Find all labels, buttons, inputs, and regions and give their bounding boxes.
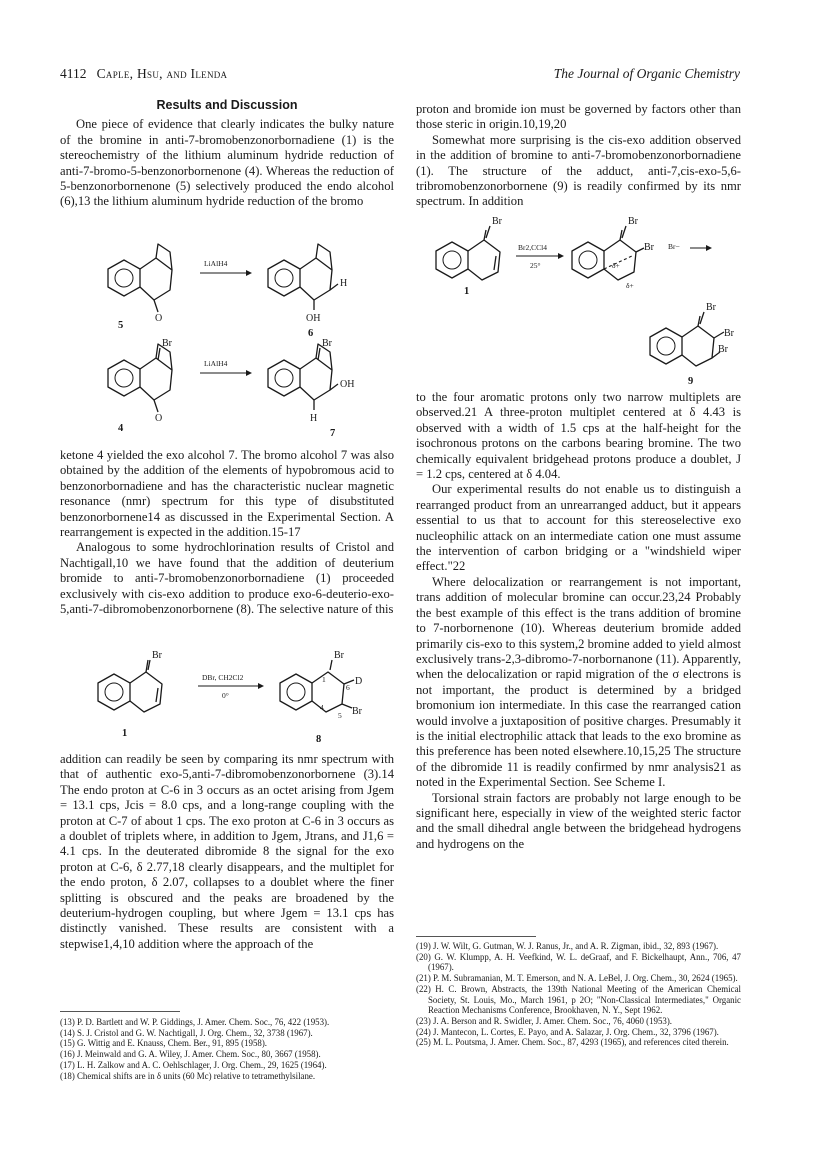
paragraph: Our experimental results do not enable us to distinguish a rearranged product from an unrearranged adduct, but it appears essential to us that to account for this stereoselective exo nucleophilic attack on an intermediate cation one must assume the intervention of carbon bridging or a "windshield wiper effect."22 [416,482,741,574]
reference: (14) S. J. Cristol and G. W. Nachtigall, J. Org. Chem., 32, 3738 (1967). [60,1027,313,1038]
bromide-ion-label: Br− [668,242,680,251]
page-number: 4112 [60,66,87,81]
temperature-label: 25° [530,261,541,270]
footnote-rule [60,1011,180,1012]
compound-label: 1 [464,286,470,297]
bridged-cation-intermediate [572,216,712,290]
paragraph: Somewhat more surprising is the cis-exo addition observed in the addition of bromine to anti-7-bromobenzonorbornadiene (1). The structure of the adduct, anti-7,cis-exo-5,6-tribromobenzonorbornene (9) is readily confirmed by its nmr spectrum. In addition [416,132,741,209]
hydroxyl-label: OH [340,379,355,390]
structure-compound-8 [280,650,363,745]
structure-compound-4 [108,338,173,434]
paragraph: Analogous to some hydrochlorination results of Cristol and Nachtigall,10 we have found that the addition of deuterium bromide to anti-7-bromobenzonorbornadiene (1) proceeded exclusively with cis-exo addition to produce exo-6-deuterio-exo-5,anti-7-dibromobenzonorbornene (8). The selective nature of this [60,540,394,617]
bromine-label: Br [628,216,638,227]
footnote-rule [416,936,536,937]
journal-name: The Journal of Organic Chemistry [553,66,740,81]
right-column-top [416,102,741,210]
bromine-label: Br [152,650,162,661]
reference: (22) H. C. Brown, Abstracts, the 139th National Meeting of the American Chemical Society, St. Louis, Mo., March 1961, p 2O; "Non-Classical Intermediates," Organic Reaction Mechanisms Conference, Brookhaven, N. Y., Sept 1962. [416,983,741,1016]
reference: (17) L. H. Zalkow and A. C. Oehlschlager, J. Org. Chem., 29, 1625 (1964). [60,1059,327,1070]
reference: (15) G. Wittig and E. Knauss, Chem. Ber., 91, 895 (1958). [60,1038,268,1049]
header-left [60,66,227,82]
oxygen-label: O [155,313,163,324]
hydroxyl-label: OH [306,313,321,324]
reference: (23) J. A. Berson and R. Swidler, J. Amer. Chem. Soc., 76, 4060 (1953). [416,1015,673,1026]
bromine-label: Br [706,302,716,313]
structure-compound-5 [108,244,172,331]
position-label: 5 [338,711,342,720]
arrow-head [246,370,252,376]
paragraph: Torsional strain factors are probably not large enough to be significant here, especially in view of the weighted steric factor and the small dihedral angle between the bridgehead hydrogens and hydrogens on the [416,790,741,851]
reagent-label: DBr, CH2Cl2 [202,673,244,682]
paragraph: proton and bromide ion must be governed by factors other than those steric in origin.10,19,20 [416,102,741,132]
partial-charge-label: δ+ [626,281,634,290]
reagent-label: LiAlH4 [204,259,228,268]
arrow-head [558,253,564,259]
paragraph: One piece of evidence that clearly indicates the bulky nature of the bromine in anti-7-bromobenzonorbornadiene (1) is the stereochemistry of the lithium aluminum hydride reduction of anti-7-bromo-5-benzonorbornenone (4). Whereas the reduction of 5-benzonorbornenone (5) selectively produced the endo alcohol (6),13 the lithium aluminum hydride reduction of the bromo [60,117,394,209]
bromine-label: Br [724,328,734,339]
structure-compound-7 [268,338,354,438]
right-column-bottom [416,390,741,852]
position-label: 1 [322,675,326,684]
compound-label: 1 [122,728,128,739]
reduction-scheme [100,238,390,438]
left-footnotes [60,1017,394,1081]
bromine-label: Br [718,344,728,355]
bromine-label: Br [352,706,362,717]
bromine-label: Br [162,338,172,349]
section-title: Results and Discussion [156,98,298,112]
reagent-label: Br2,CCl4 [518,243,547,252]
left-column-top [60,98,394,210]
bromine-label: Br [492,216,502,227]
structure-compound-6 [268,244,347,339]
compound-label: 7 [330,428,336,438]
compound-label: 9 [688,376,694,387]
position-label: 6 [346,683,350,692]
compound-label: 4 [118,423,124,434]
bromine-label: Br [644,242,654,253]
compound-label: 5 [118,320,124,331]
reagent-label: LiAlH4 [204,359,228,368]
reference: (25) M. L. Poutsma, J. Amer. Chem. Soc., 87, 4293 (1965), and references cited therein. [416,1037,729,1048]
structure-compound-1 [98,650,163,739]
compound-label: 8 [316,734,322,745]
arrow-head [246,270,252,276]
header-authors: Caple, Hsu, and Ilenda [96,66,228,81]
reference: (18) Chemical shifts are in δ units (60 Mc) relative to tetramethylsilane. [60,1070,316,1081]
temperature-label: 0° [222,691,229,700]
left-column-middle [60,448,394,617]
reference: (13) P. D. Bartlett and W. P. Giddings, J. Amer. Chem. Soc., 76, 422 (1953). [60,1017,330,1027]
structure-compound-9 [650,302,735,387]
structure-compound-1 [436,216,503,297]
reference: (20) G. W. Klumpp, A. H. Veefkind, W. L. deGraaf, and F. Bickelhaupt, Ann., 706, 47 (1967). [416,951,741,973]
arrow-head [258,683,264,689]
arrow-head [706,245,712,251]
hydrogen-label: H [310,413,318,424]
dbr-addition-scheme [90,646,390,746]
right-footnotes [416,941,741,1048]
running-header [60,66,740,86]
paragraph: ketone 4 yielded the exo alcohol 7. The bromo alcohol 7 was also obtained by the addition of the elements of hypobromous acid to benzonorbornadiene and has the characteristic nuclear magnetic resonance (nmr) spectrum for this type of disubstituted benzonorbornene14 as discussed in the Experimental Section. A rearrangement is expected in the addition.15-17 [60,448,394,540]
position-label: 4 [320,703,324,712]
reference: (24) J. Mantecon, L. Cortes, E. Payo, and A. Salazar, J. Org. Chem., 32, 3796 (1967). [416,1026,719,1037]
paragraph: addition can readily be seen by comparing its nmr spectrum with that of authentic exo-5,anti-7-dibromobenzonorbornene (3).14 The endo proton at C-6 in 3 occurs as an octet arising from Jgem = 13.1 cps, Jcis = 8.0 cps, and a long-range coupling with the proton at C-7 of about 1 cps. The exo proton at C-6 in 3 occurs as a doublet of triplets where, in addition to Jgem, Jtrans, and J1,6 = 4.1 cps. In the deuterated dibromide 8 the signal for the exo proton at C-6, δ 2.77,18 clearly disappears, and the multiplet for the endo proton, δ 2.07, collapses to a doublet where the finer splitting is obscured and the peaks are broadened by the deuterium-hydrogen coupling, but where Jgem = 13.1 cps has distinctly vanished. These results are consistent with a stepwise1,4,10 addition where the approach of the [60,752,394,951]
paragraph: to the four aromatic protons only two narrow multiplets are observed.21 A three-proton multiplet centered at δ 4.43 is observed with a width of 1.5 cps at the half-height for the isochronous protons on the carbons bearing bromine. The two chemically equivalent bridgehead protons produce a doublet, J = 1.2 cps, centered at δ 4.04. [416,390,741,482]
deuterium-label: D [355,676,363,687]
bromination-scheme [418,212,743,388]
partial-charge-label: δ+ [612,261,620,270]
reference: (16) J. Meinwald and G. A. Wiley, J. Amer. Chem. Soc., 80, 3667 (1958). [60,1049,321,1060]
oxygen-label: O [155,413,163,424]
bromine-label: Br [334,650,344,661]
bromine-label: Br [322,338,332,349]
reference: (21) P. M. Subramanian, M. T. Emerson, and N. A. LeBel, J. Org. Chem., 30, 2624 (1965). [416,973,738,984]
hydrogen-label: H [340,278,348,289]
paragraph: Where delocalization or rearrangement is not important, trans addition of molecular bromine can occur.23,24 Probably the best example of this effect is the trans addition of bromine to 7-norbornenone (10). Whereas deuterium bromide added primarily cis-exo to this system,2 bromine added to yield almost exclusively trans-2,3-dibromo-7-norbornanone (11). Apparently, when the delocalization or rapid migration of the σ electrons is not important, the product is determined by a bridged bromonium ion intermediate. In this case the rearranged cation would involve a juxtaposition of positive charges. Presumably it is the initial electrophilic attack that leads to the exo bromine as this preference has been noted elsewhere.10,15,25 The structure of the dibromide 11 is readily confirmed by nmr analysis21 as noted in the Experimental Section. See Scheme I. [416,574,741,790]
left-column-bottom [60,752,394,952]
compound-label: 6 [308,328,314,339]
reference: (19) J. W. Wilt, G. Gutman, W. J. Ranus, Jr., and A. R. Zigman, ibid., 32, 893 (1967). [416,941,719,951]
